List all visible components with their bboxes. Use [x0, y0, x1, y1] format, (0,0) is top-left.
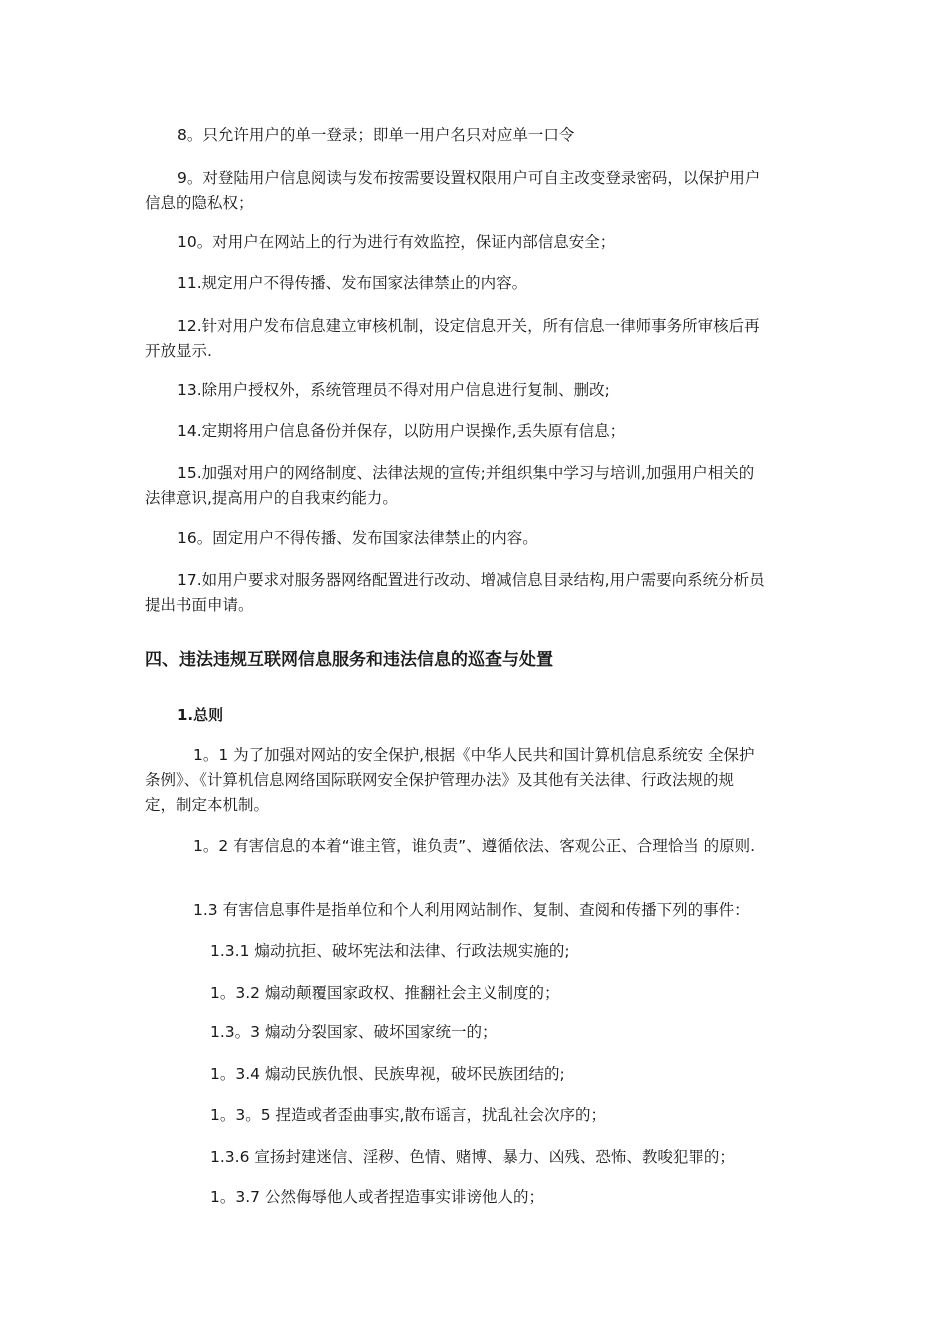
list-item-9-line-1: 9。对登陆用户信息阅读与发布按需要设置权限用户可自主改变登录密码，以保护用户	[177, 169, 761, 187]
event-item-1-3-4: 1。3.4 煽动民族仇恨、民族卑视，破坏民族团结的;	[210, 1065, 565, 1083]
list-item-17-line-1: 17.如用户要求对服务器网络配置进行改动、增减信息目录结构,用户需要向系统分析员	[177, 571, 765, 589]
list-item-13: 13.除用户授权外，系统管理员不得对用户信息进行复制、删改;	[177, 381, 610, 399]
list-item-9-line-2: 信息的隐私权；	[145, 194, 254, 212]
list-item-11: 11.规定用户不得传播、发布国家法律禁止的内容。	[177, 274, 528, 292]
section-heading: 四、违法违规互联网信息服务和违法信息的巡查与处置	[145, 650, 553, 670]
clause-1-1-line-3: 定，制定本机制。	[145, 796, 270, 814]
event-item-1-3-1: 1.3.1 煽动抗拒、破坏宪法和法律、行政法规实施的;	[210, 942, 570, 960]
event-item-1-3-2: 1。3.2 煽动颠覆国家政权、推翻社会主义制度的；	[210, 984, 560, 1002]
event-item-1-3-5: 1。3。5 捏造或者歪曲事实,散布谣言，扰乱社会次序的；	[210, 1106, 606, 1124]
event-item-1-3-7: 1。3.7 公然侮辱他人或者捏造事实诽谤他人的；	[210, 1188, 544, 1206]
list-item-12-line-2: 开放显示.	[145, 342, 212, 360]
list-item-17-line-2: 提出书面申请。	[145, 596, 254, 614]
clause-1-1-line-2: 条例》、《计算机信息网络国际联网安全保护管理办法》及其他有关法律、行政法规的规	[145, 771, 735, 789]
list-item-15-line-1: 15.加强对用户的网络制度、法律法规的宣传;并组织集中学习与培训,加强用户相关的	[177, 464, 755, 482]
list-item-16: 16。固定用户不得传播、发布国家法律禁止的内容。	[177, 529, 538, 547]
subsection-heading: 1.总则	[177, 706, 224, 724]
event-item-1-3-6: 1.3.6 宣扬封建迷信、淫秽、色情、赌博、暴力、凶残、恐怖、教唆犯罪的；	[210, 1148, 735, 1166]
clause-1-1-line-1: 1。1 为了加强对网站的安全保护,根据《中华人民共和国计算机信息系统安 全保护	[193, 746, 755, 764]
list-item-8: 8。只允许用户的单一登录；即单一用户名只对应单一口令	[177, 126, 575, 144]
list-item-12-line-1: 12.针对用户发布信息建立审核机制，设定信息开关，所有信息一律师事务所审核后再	[177, 317, 760, 335]
list-item-10: 10。对用户在网站上的行为进行有效监控，保证内部信息安全；	[177, 233, 616, 251]
clause-1-3: 1.3 有害信息事件是指单位和个人利用网站制作、复制、查阅和传播下列的事件：	[193, 901, 750, 919]
event-item-1-3-3: 1.3。3 煽动分裂国家、破坏国家统一的；	[210, 1023, 498, 1041]
list-item-15-line-2: 法律意识,提高用户的自我束约能力。	[145, 489, 398, 507]
clause-1-2: 1。2 有害信息的本着“谁主管，谁负责”、遵循依法、客观公正、合理恰当 的原则.	[193, 837, 756, 855]
list-item-14: 14.定期将用户信息备份并保存，以防用户误操作,丢失原有信息；	[177, 422, 626, 440]
